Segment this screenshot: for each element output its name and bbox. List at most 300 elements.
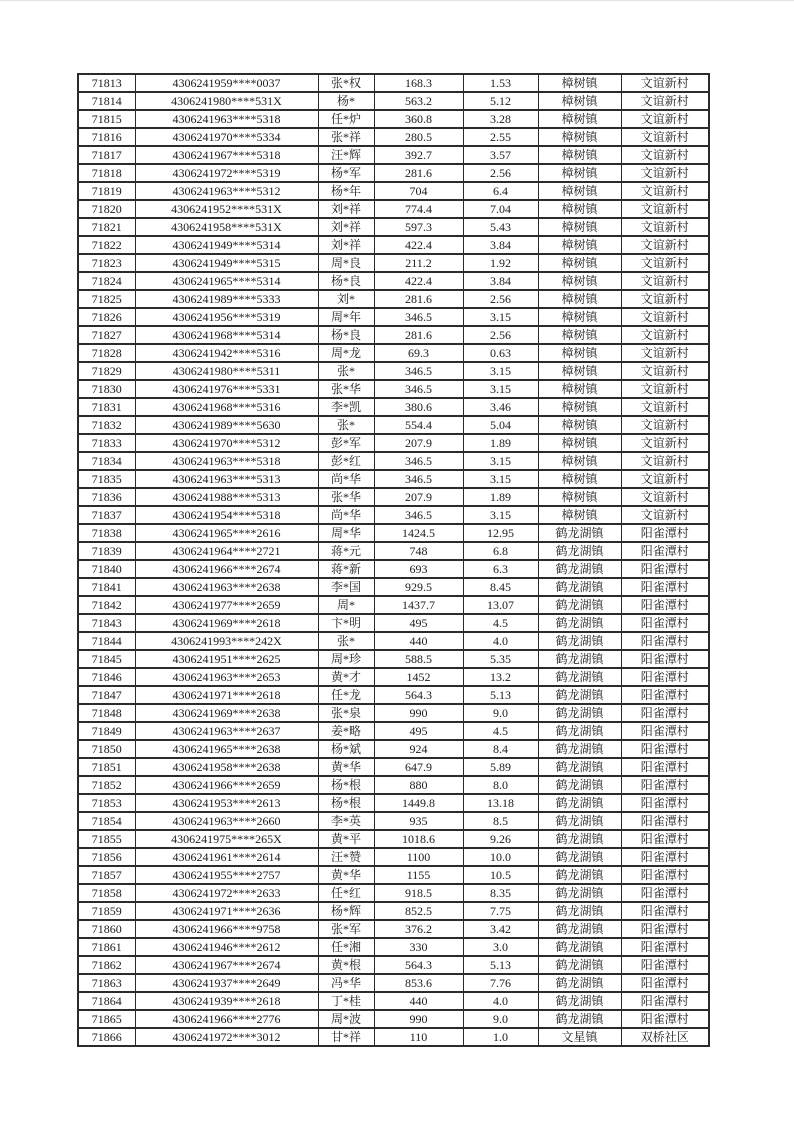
cell-serial-number: 71844 [78, 632, 135, 650]
cell-serial-number: 71853 [78, 794, 135, 812]
cell-id-number: 4306241965****2616 [135, 524, 318, 542]
cell-amount: 69.3 [374, 344, 463, 362]
cell-amount: 346.5 [374, 308, 463, 326]
cell-area: 5.89 [463, 758, 538, 776]
table-row [78, 722, 709, 740]
table-row [78, 758, 709, 776]
cell-amount: 440 [374, 632, 463, 650]
cell-town: 鹤龙湖镇 [538, 866, 621, 884]
cell-id-number: 4306241967****5318 [135, 146, 318, 164]
cell-town: 樟树镇 [538, 74, 621, 92]
cell-person-name: 李*英 [318, 812, 374, 830]
cell-serial-number: 71861 [78, 938, 135, 956]
cell-amount: 990 [374, 1010, 463, 1028]
cell-area: 3.15 [463, 362, 538, 380]
cell-amount: 1424.5 [374, 524, 463, 542]
cell-village: 阳雀潭村 [621, 974, 709, 992]
cell-amount: 280.5 [374, 128, 463, 146]
table-row [78, 344, 709, 362]
cell-town: 樟树镇 [538, 272, 621, 290]
cell-town: 鹤龙湖镇 [538, 596, 621, 614]
cell-id-number: 4306241953****2613 [135, 794, 318, 812]
cell-area: 7.75 [463, 902, 538, 920]
cell-amount: 495 [374, 722, 463, 740]
cell-person-name: 杨*良 [318, 272, 374, 290]
cell-id-number: 4306241966****2776 [135, 1010, 318, 1028]
cell-id-number: 4306241963****5318 [135, 110, 318, 128]
cell-area: 2.56 [463, 326, 538, 344]
cell-id-number: 4306241966****2674 [135, 560, 318, 578]
table-row [78, 488, 709, 506]
cell-village: 文谊新村 [621, 470, 709, 488]
cell-area: 12.95 [463, 524, 538, 542]
table-row [78, 416, 709, 434]
cell-amount: 853.6 [374, 974, 463, 992]
cell-town: 鹤龙湖镇 [538, 740, 621, 758]
cell-amount: 924 [374, 740, 463, 758]
cell-village: 文谊新村 [621, 506, 709, 524]
cell-area: 4.5 [463, 722, 538, 740]
table-row [78, 614, 709, 632]
cell-amount: 554.4 [374, 416, 463, 434]
cell-id-number: 4306241980****531X [135, 92, 318, 110]
cell-area: 1.0 [463, 1028, 538, 1046]
cell-person-name: 丁*桂 [318, 992, 374, 1010]
table-row [78, 74, 709, 92]
cell-person-name: 任*红 [318, 884, 374, 902]
cell-amount: 110 [374, 1028, 463, 1046]
cell-town: 鹤龙湖镇 [538, 614, 621, 632]
cell-amount: 211.2 [374, 254, 463, 272]
cell-area: 8.45 [463, 578, 538, 596]
cell-id-number: 4306241968****5314 [135, 326, 318, 344]
cell-town: 鹤龙湖镇 [538, 992, 621, 1010]
cell-serial-number: 71820 [78, 200, 135, 218]
cell-amount: 422.4 [374, 272, 463, 290]
cell-serial-number: 71828 [78, 344, 135, 362]
cell-area: 5.13 [463, 956, 538, 974]
cell-area: 4.0 [463, 632, 538, 650]
cell-village: 文谊新村 [621, 74, 709, 92]
cell-town: 鹤龙湖镇 [538, 560, 621, 578]
cell-village: 文谊新村 [621, 326, 709, 344]
cell-amount: 281.6 [374, 326, 463, 344]
table-row [78, 596, 709, 614]
cell-area: 8.5 [463, 812, 538, 830]
cell-amount: 929.5 [374, 578, 463, 596]
cell-town: 鹤龙湖镇 [538, 794, 621, 812]
cell-id-number: 4306241966****2659 [135, 776, 318, 794]
cell-person-name: 张*华 [318, 380, 374, 398]
table-row [78, 452, 709, 470]
cell-person-name: 尚*华 [318, 506, 374, 524]
table-row [78, 164, 709, 182]
cell-id-number: 4306241954****5318 [135, 506, 318, 524]
cell-person-name: 黄*根 [318, 956, 374, 974]
cell-town: 樟树镇 [538, 218, 621, 236]
cell-person-name: 张*军 [318, 920, 374, 938]
cell-town: 樟树镇 [538, 470, 621, 488]
table-row [78, 434, 709, 452]
cell-village: 文谊新村 [621, 488, 709, 506]
table-row [78, 686, 709, 704]
cell-id-number: 4306241961****2614 [135, 848, 318, 866]
cell-area: 3.15 [463, 452, 538, 470]
cell-serial-number: 71850 [78, 740, 135, 758]
cell-area: 3.84 [463, 236, 538, 254]
cell-id-number: 4306241980****5311 [135, 362, 318, 380]
cell-id-number: 4306241970****5334 [135, 128, 318, 146]
cell-serial-number: 71817 [78, 146, 135, 164]
cell-village: 阳雀潭村 [621, 704, 709, 722]
cell-town: 樟树镇 [538, 344, 621, 362]
cell-id-number: 4306241965****5314 [135, 272, 318, 290]
table-row [78, 560, 709, 578]
cell-id-number: 4306241972****2633 [135, 884, 318, 902]
table-row [78, 326, 709, 344]
cell-area: 10.0 [463, 848, 538, 866]
cell-amount: 330 [374, 938, 463, 956]
cell-area: 5.13 [463, 686, 538, 704]
table-row [78, 524, 709, 542]
cell-town: 樟树镇 [538, 290, 621, 308]
cell-person-name: 彭*军 [318, 434, 374, 452]
cell-area: 1.92 [463, 254, 538, 272]
cell-id-number: 4306241988****5313 [135, 488, 318, 506]
cell-village: 阳雀潭村 [621, 920, 709, 938]
cell-person-name: 彭*红 [318, 452, 374, 470]
cell-village: 文谊新村 [621, 308, 709, 326]
cell-serial-number: 71829 [78, 362, 135, 380]
cell-village: 阳雀潭村 [621, 1010, 709, 1028]
cell-amount: 392.7 [374, 146, 463, 164]
cell-area: 10.5 [463, 866, 538, 884]
cell-town: 鹤龙湖镇 [538, 902, 621, 920]
cell-id-number: 4306241949****5314 [135, 236, 318, 254]
cell-id-number: 4306241952****531X [135, 200, 318, 218]
cell-village: 阳雀潭村 [621, 632, 709, 650]
cell-area: 5.04 [463, 416, 538, 434]
cell-area: 3.42 [463, 920, 538, 938]
cell-village: 文谊新村 [621, 254, 709, 272]
cell-amount: 168.3 [374, 74, 463, 92]
cell-amount: 495 [374, 614, 463, 632]
cell-person-name: 张* [318, 632, 374, 650]
cell-area: 2.56 [463, 164, 538, 182]
cell-village: 文谊新村 [621, 164, 709, 182]
cell-id-number: 4306241939****2618 [135, 992, 318, 1010]
cell-village: 文谊新村 [621, 182, 709, 200]
cell-id-number: 4306241989****5333 [135, 290, 318, 308]
cell-amount: 440 [374, 992, 463, 1010]
cell-serial-number: 71834 [78, 452, 135, 470]
cell-area: 5.43 [463, 218, 538, 236]
cell-person-name: 周*华 [318, 524, 374, 542]
table-row [78, 110, 709, 128]
cell-serial-number: 71856 [78, 848, 135, 866]
cell-area: 1.89 [463, 488, 538, 506]
table-row [78, 938, 709, 956]
cell-village: 文谊新村 [621, 110, 709, 128]
cell-town: 樟树镇 [538, 182, 621, 200]
cell-person-name: 黄*平 [318, 830, 374, 848]
table-row [78, 848, 709, 866]
cell-town: 樟树镇 [538, 110, 621, 128]
cell-town: 鹤龙湖镇 [538, 542, 621, 560]
cell-town: 鹤龙湖镇 [538, 758, 621, 776]
cell-serial-number: 71824 [78, 272, 135, 290]
table-row [78, 362, 709, 380]
cell-id-number: 4306241975****265X [135, 830, 318, 848]
cell-serial-number: 71842 [78, 596, 135, 614]
cell-amount: 346.5 [374, 380, 463, 398]
table-row [78, 956, 709, 974]
cell-town: 樟树镇 [538, 128, 621, 146]
table-row [78, 146, 709, 164]
table-row [78, 902, 709, 920]
cell-village: 阳雀潭村 [621, 884, 709, 902]
cell-area: 5.35 [463, 650, 538, 668]
cell-village: 阳雀潭村 [621, 578, 709, 596]
subsidy-records-table [77, 73, 710, 1047]
cell-town: 鹤龙湖镇 [538, 668, 621, 686]
cell-person-name: 周* [318, 596, 374, 614]
cell-person-name: 张*权 [318, 74, 374, 92]
cell-town: 鹤龙湖镇 [538, 974, 621, 992]
cell-amount: 360.8 [374, 110, 463, 128]
cell-area: 13.07 [463, 596, 538, 614]
table-row [78, 200, 709, 218]
cell-area: 9.26 [463, 830, 538, 848]
table-row [78, 128, 709, 146]
cell-town: 鹤龙湖镇 [538, 524, 621, 542]
cell-id-number: 4306241969****2618 [135, 614, 318, 632]
cell-area: 3.0 [463, 938, 538, 956]
cell-amount: 380.6 [374, 398, 463, 416]
table-row [78, 776, 709, 794]
cell-village: 阳雀潭村 [621, 560, 709, 578]
cell-town: 鹤龙湖镇 [538, 632, 621, 650]
cell-serial-number: 71860 [78, 920, 135, 938]
cell-id-number: 4306241968****5316 [135, 398, 318, 416]
cell-serial-number: 71864 [78, 992, 135, 1010]
cell-id-number: 4306241972****5319 [135, 164, 318, 182]
cell-amount: 1155 [374, 866, 463, 884]
cell-area: 8.4 [463, 740, 538, 758]
cell-village: 文谊新村 [621, 146, 709, 164]
cell-amount: 935 [374, 812, 463, 830]
table-row [78, 290, 709, 308]
cell-person-name: 任*龙 [318, 686, 374, 704]
cell-village: 文谊新村 [621, 398, 709, 416]
cell-town: 樟树镇 [538, 326, 621, 344]
cell-serial-number: 71866 [78, 1028, 135, 1046]
cell-id-number: 4306241971****2618 [135, 686, 318, 704]
cell-area: 3.15 [463, 506, 538, 524]
cell-serial-number: 71833 [78, 434, 135, 452]
table-row [78, 470, 709, 488]
cell-amount: 1100 [374, 848, 463, 866]
cell-person-name: 刘*祥 [318, 218, 374, 236]
cell-village: 阳雀潭村 [621, 758, 709, 776]
cell-area: 2.55 [463, 128, 538, 146]
cell-person-name: 黄*华 [318, 758, 374, 776]
cell-amount: 1452 [374, 668, 463, 686]
cell-id-number: 4306241942****5316 [135, 344, 318, 362]
table-row [78, 254, 709, 272]
cell-area: 13.2 [463, 668, 538, 686]
cell-area: 6.3 [463, 560, 538, 578]
cell-village: 阳雀潭村 [621, 812, 709, 830]
cell-person-name: 蒋*元 [318, 542, 374, 560]
cell-town: 鹤龙湖镇 [538, 830, 621, 848]
cell-village: 文谊新村 [621, 200, 709, 218]
cell-person-name: 任*炉 [318, 110, 374, 128]
cell-serial-number: 71837 [78, 506, 135, 524]
cell-amount: 346.5 [374, 452, 463, 470]
cell-person-name: 刘*祥 [318, 236, 374, 254]
cell-id-number: 4306241958****531X [135, 218, 318, 236]
cell-serial-number: 71859 [78, 902, 135, 920]
table-row [78, 308, 709, 326]
cell-amount: 918.5 [374, 884, 463, 902]
cell-serial-number: 71826 [78, 308, 135, 326]
cell-person-name: 周*珍 [318, 650, 374, 668]
cell-serial-number: 71822 [78, 236, 135, 254]
cell-area: 2.56 [463, 290, 538, 308]
cell-amount: 346.5 [374, 506, 463, 524]
table-row [78, 830, 709, 848]
cell-person-name: 黄*才 [318, 668, 374, 686]
table-row [78, 992, 709, 1010]
cell-village: 阳雀潭村 [621, 938, 709, 956]
cell-area: 9.0 [463, 704, 538, 722]
cell-town: 樟树镇 [538, 416, 621, 434]
cell-amount: 748 [374, 542, 463, 560]
cell-person-name: 杨*军 [318, 164, 374, 182]
cell-village: 文谊新村 [621, 380, 709, 398]
cell-serial-number: 71814 [78, 92, 135, 110]
cell-person-name: 杨*斌 [318, 740, 374, 758]
cell-serial-number: 71845 [78, 650, 135, 668]
cell-town: 鹤龙湖镇 [538, 956, 621, 974]
cell-serial-number: 71832 [78, 416, 135, 434]
cell-village: 文谊新村 [621, 290, 709, 308]
cell-serial-number: 71821 [78, 218, 135, 236]
cell-amount: 597.3 [374, 218, 463, 236]
cell-serial-number: 71848 [78, 704, 135, 722]
cell-area: 1.53 [463, 74, 538, 92]
cell-id-number: 4306241958****2638 [135, 758, 318, 776]
cell-amount: 704 [374, 182, 463, 200]
cell-amount: 1449.8 [374, 794, 463, 812]
cell-serial-number: 71865 [78, 1010, 135, 1028]
cell-serial-number: 71839 [78, 542, 135, 560]
cell-serial-number: 71847 [78, 686, 135, 704]
cell-town: 樟树镇 [538, 92, 621, 110]
cell-serial-number: 71863 [78, 974, 135, 992]
cell-village: 阳雀潭村 [621, 722, 709, 740]
cell-person-name: 杨*良 [318, 326, 374, 344]
cell-village: 阳雀潭村 [621, 614, 709, 632]
cell-town: 樟树镇 [538, 200, 621, 218]
table-row [78, 920, 709, 938]
table-row [78, 884, 709, 902]
cell-id-number: 4306241967****2674 [135, 956, 318, 974]
cell-id-number: 4306241963****5313 [135, 470, 318, 488]
cell-village: 阳雀潭村 [621, 830, 709, 848]
table-row [78, 650, 709, 668]
cell-id-number: 4306241989****5630 [135, 416, 318, 434]
cell-amount: 1018.6 [374, 830, 463, 848]
cell-town: 鹤龙湖镇 [538, 704, 621, 722]
cell-village: 阳雀潭村 [621, 776, 709, 794]
cell-person-name: 杨*根 [318, 776, 374, 794]
cell-id-number: 4306241937****2649 [135, 974, 318, 992]
cell-id-number: 4306241993****242X [135, 632, 318, 650]
cell-id-number: 4306241963****2653 [135, 668, 318, 686]
cell-area: 6.4 [463, 182, 538, 200]
cell-serial-number: 71854 [78, 812, 135, 830]
cell-amount: 1437.7 [374, 596, 463, 614]
cell-amount: 647.9 [374, 758, 463, 776]
cell-village: 阳雀潭村 [621, 902, 709, 920]
cell-town: 樟树镇 [538, 380, 621, 398]
cell-village: 阳雀潭村 [621, 740, 709, 758]
cell-area: 3.57 [463, 146, 538, 164]
cell-serial-number: 71831 [78, 398, 135, 416]
cell-id-number: 4306241976****5331 [135, 380, 318, 398]
cell-person-name: 周*波 [318, 1010, 374, 1028]
cell-area: 7.04 [463, 200, 538, 218]
table-row [78, 974, 709, 992]
cell-id-number: 4306241949****5315 [135, 254, 318, 272]
cell-town: 鹤龙湖镇 [538, 848, 621, 866]
cell-person-name: 黄*华 [318, 866, 374, 884]
cell-amount: 564.3 [374, 686, 463, 704]
cell-area: 3.15 [463, 470, 538, 488]
cell-amount: 207.9 [374, 488, 463, 506]
cell-person-name: 卞*明 [318, 614, 374, 632]
table-row [78, 704, 709, 722]
cell-serial-number: 71819 [78, 182, 135, 200]
cell-amount: 880 [374, 776, 463, 794]
cell-serial-number: 71830 [78, 380, 135, 398]
cell-town: 鹤龙湖镇 [538, 884, 621, 902]
table-row [78, 794, 709, 812]
cell-village: 阳雀潭村 [621, 596, 709, 614]
cell-amount: 346.5 [374, 362, 463, 380]
cell-id-number: 4306241969****2638 [135, 704, 318, 722]
cell-town: 樟树镇 [538, 488, 621, 506]
cell-id-number: 4306241959****0037 [135, 74, 318, 92]
cell-id-number: 4306241966****9758 [135, 920, 318, 938]
cell-serial-number: 71836 [78, 488, 135, 506]
table-row [78, 812, 709, 830]
cell-serial-number: 71857 [78, 866, 135, 884]
cell-amount: 693 [374, 560, 463, 578]
cell-town: 樟树镇 [538, 146, 621, 164]
cell-area: 0.63 [463, 344, 538, 362]
cell-amount: 422.4 [374, 236, 463, 254]
cell-area: 4.0 [463, 992, 538, 1010]
table-row [78, 1010, 709, 1028]
table-row [78, 380, 709, 398]
cell-person-name: 周*龙 [318, 344, 374, 362]
cell-amount: 207.9 [374, 434, 463, 452]
cell-town: 樟树镇 [538, 362, 621, 380]
cell-person-name: 张* [318, 416, 374, 434]
